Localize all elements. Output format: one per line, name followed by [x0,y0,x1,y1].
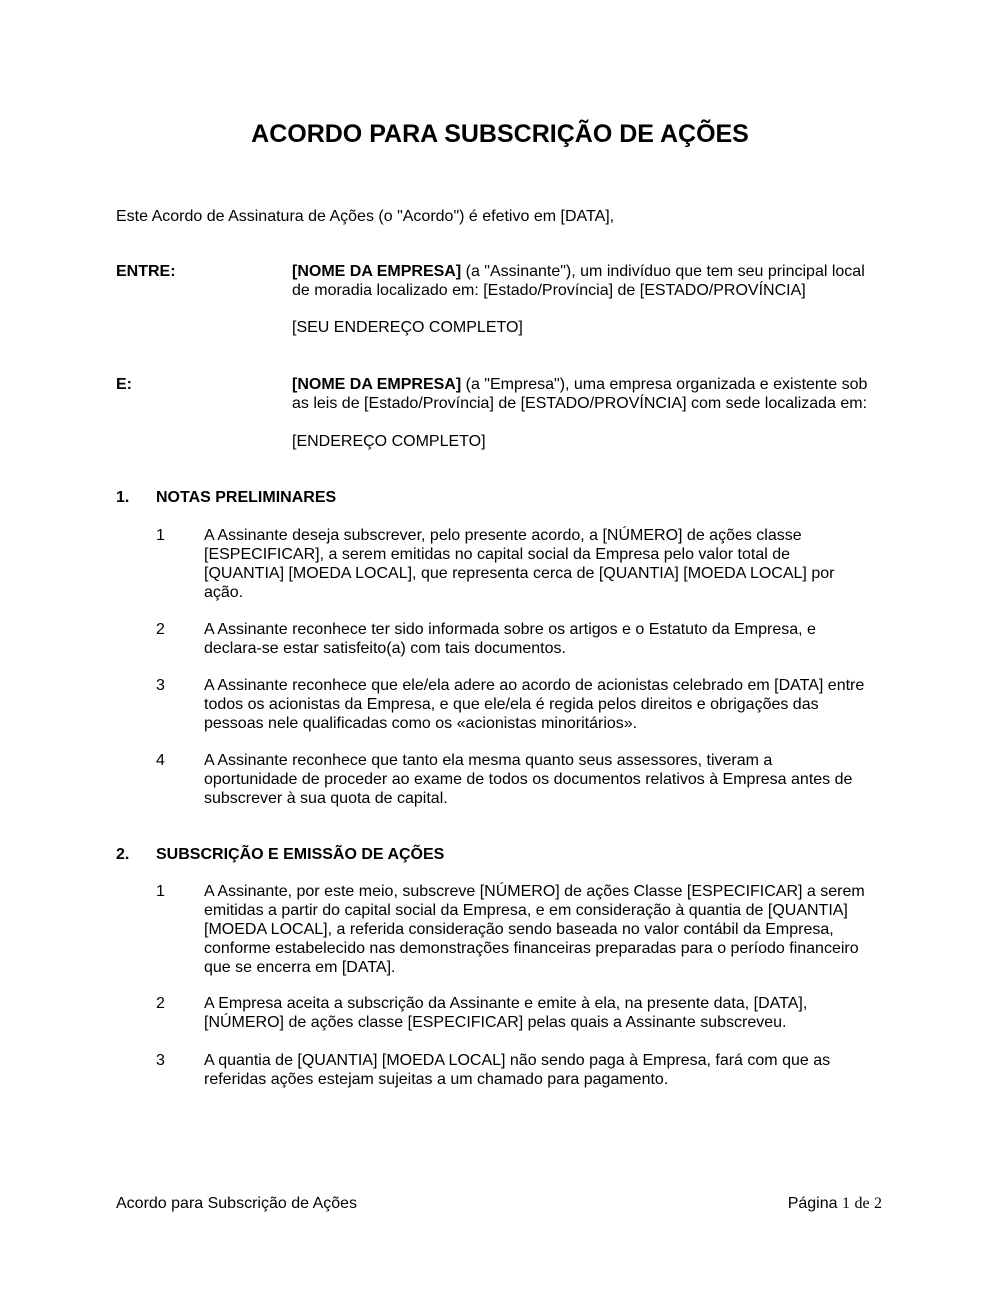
item-text-line: subscrever à sua quota de capital. [204,790,448,807]
item-text-line: A Assinante deseja subscrever, pelo presente acordo, a [NÚMERO] de ações classe [204,527,802,544]
item-text-line: [ESPECIFICAR], a serem emitidas no capital social da Empresa pelo valor total de [204,546,791,563]
item-text-line: A Empresa aceita a subscrição da Assinante e emite à ela, na presente data, [DATA], [204,995,808,1012]
page-separator: de [854,1195,870,1212]
item-number: 4 [156,752,165,769]
party-address: [ENDEREÇO COMPLETO] [292,433,486,450]
item-number: 3 [156,677,165,694]
item-text-line: todos os acionistas da Empresa, e que ele/ela é regida pelos direitos e obrigações das [204,696,819,713]
party-text: de moradia localizado em: [Estado/Província] de [ESTADO/PROVÍNCIA] [292,282,806,299]
intro-paragraph: Este Acordo de Assinatura de Ações (o "Acordo") é efetivo em [DATA], [116,208,615,225]
page-total: 2 [874,1195,882,1212]
item-text-line: [MOEDA LOCAL], a referida consideração sendo baseada no valor contábil da Empresa, [204,921,834,938]
item-text [204,751,852,808]
item-text-line: emitidas a partir do capital social da Empresa, e em consideração à quantia de [QUANTIA] [204,902,848,919]
item-number: 1 [156,883,165,900]
item-text [204,882,865,977]
party-text: (a "Empresa"), uma empresa organizada e existente sob [461,376,868,393]
item-number: 2 [156,995,165,1012]
item-text [204,526,834,602]
item-text [204,620,816,658]
item-number: 1 [156,527,165,544]
item-text-line: A Assinante reconhece ter sido informada sobre os artigos e o Estatuto da Empresa, e [204,621,816,638]
party-name: [NOME DA EMPRESA] [292,263,462,280]
item-text-line: A quantia de [QUANTIA] [MOEDA LOCAL] não sendo paga à Empresa, fará com que as [204,1052,831,1069]
item-text-line: que se encerra em [DATA]. [204,959,396,976]
section-heading: SUBSCRIÇÃO E EMISSÃO DE AÇÕES [156,846,445,863]
document-title: ACORDO PARA SUBSCRIÇÃO DE AÇÕES [251,120,749,148]
item-text-line: conforme estabelecido nas demonstrações financeiras preparadas para o período financeiro [204,940,859,957]
party-text: (a "Assinante"), um indivíduo que tem seu principal local [461,263,865,280]
item-text-line: referidas ações estejam sujeitas a um chamado para pagamento. [204,1071,669,1088]
item-text-line: ação. [204,584,244,601]
item-text-line: pessoas nele qualificadas como os «acionistas minoritários». [204,715,638,732]
item-number: 3 [156,1052,165,1069]
item-number: 2 [156,621,165,638]
section-number: 2. [116,846,130,863]
item-text [204,676,864,733]
item-text-line: [QUANTIA] [MOEDA LOCAL], que representa cerca de [QUANTIA] [MOEDA LOCAL] por [204,565,835,582]
section-heading: NOTAS PRELIMINARES [156,489,337,506]
footer-title: Acordo para Subscrição de Ações [116,1195,358,1212]
item-text-line: A Assinante reconhece que ele/ela adere ao acordo de acionistas celebrado em [DATA] entre [204,677,865,694]
page-number [788,1194,882,1213]
item-text-line: oportunidade de proceder ao exame de todos os documentos relativos à Empresa antes de [204,771,853,788]
section-number: 1. [116,489,130,506]
party-address: [SEU ENDEREÇO COMPLETO] [292,319,523,336]
party-label: E: [116,376,132,393]
item-text-line: A Assinante reconhece que tanto ela mesma quanto seus assessores, tiveram a [204,752,773,769]
item-text-line: [NÚMERO] de ações classe [ESPECIFICAR] pelas quais a Assinante subscreveu. [204,1014,787,1031]
item-text-line: declara-se estar satisfeito(a) com tais documentos. [204,640,566,657]
page-current: 1 [841,1195,850,1212]
item-text [204,1051,830,1089]
item-text [204,994,807,1032]
party-label: ENTRE: [116,263,176,280]
item-text-line: A Assinante, por este meio, subscreve [NÚMERO] de ações Classe [ESPECIFICAR] a serem [204,883,865,900]
page-label: Página [787,1195,838,1212]
party-name: [NOME DA EMPRESA] [292,376,462,393]
party-text: as leis de [Estado/Província] de [ESTADO/PROVÍNCIA] com sede localizada em: [292,395,868,412]
